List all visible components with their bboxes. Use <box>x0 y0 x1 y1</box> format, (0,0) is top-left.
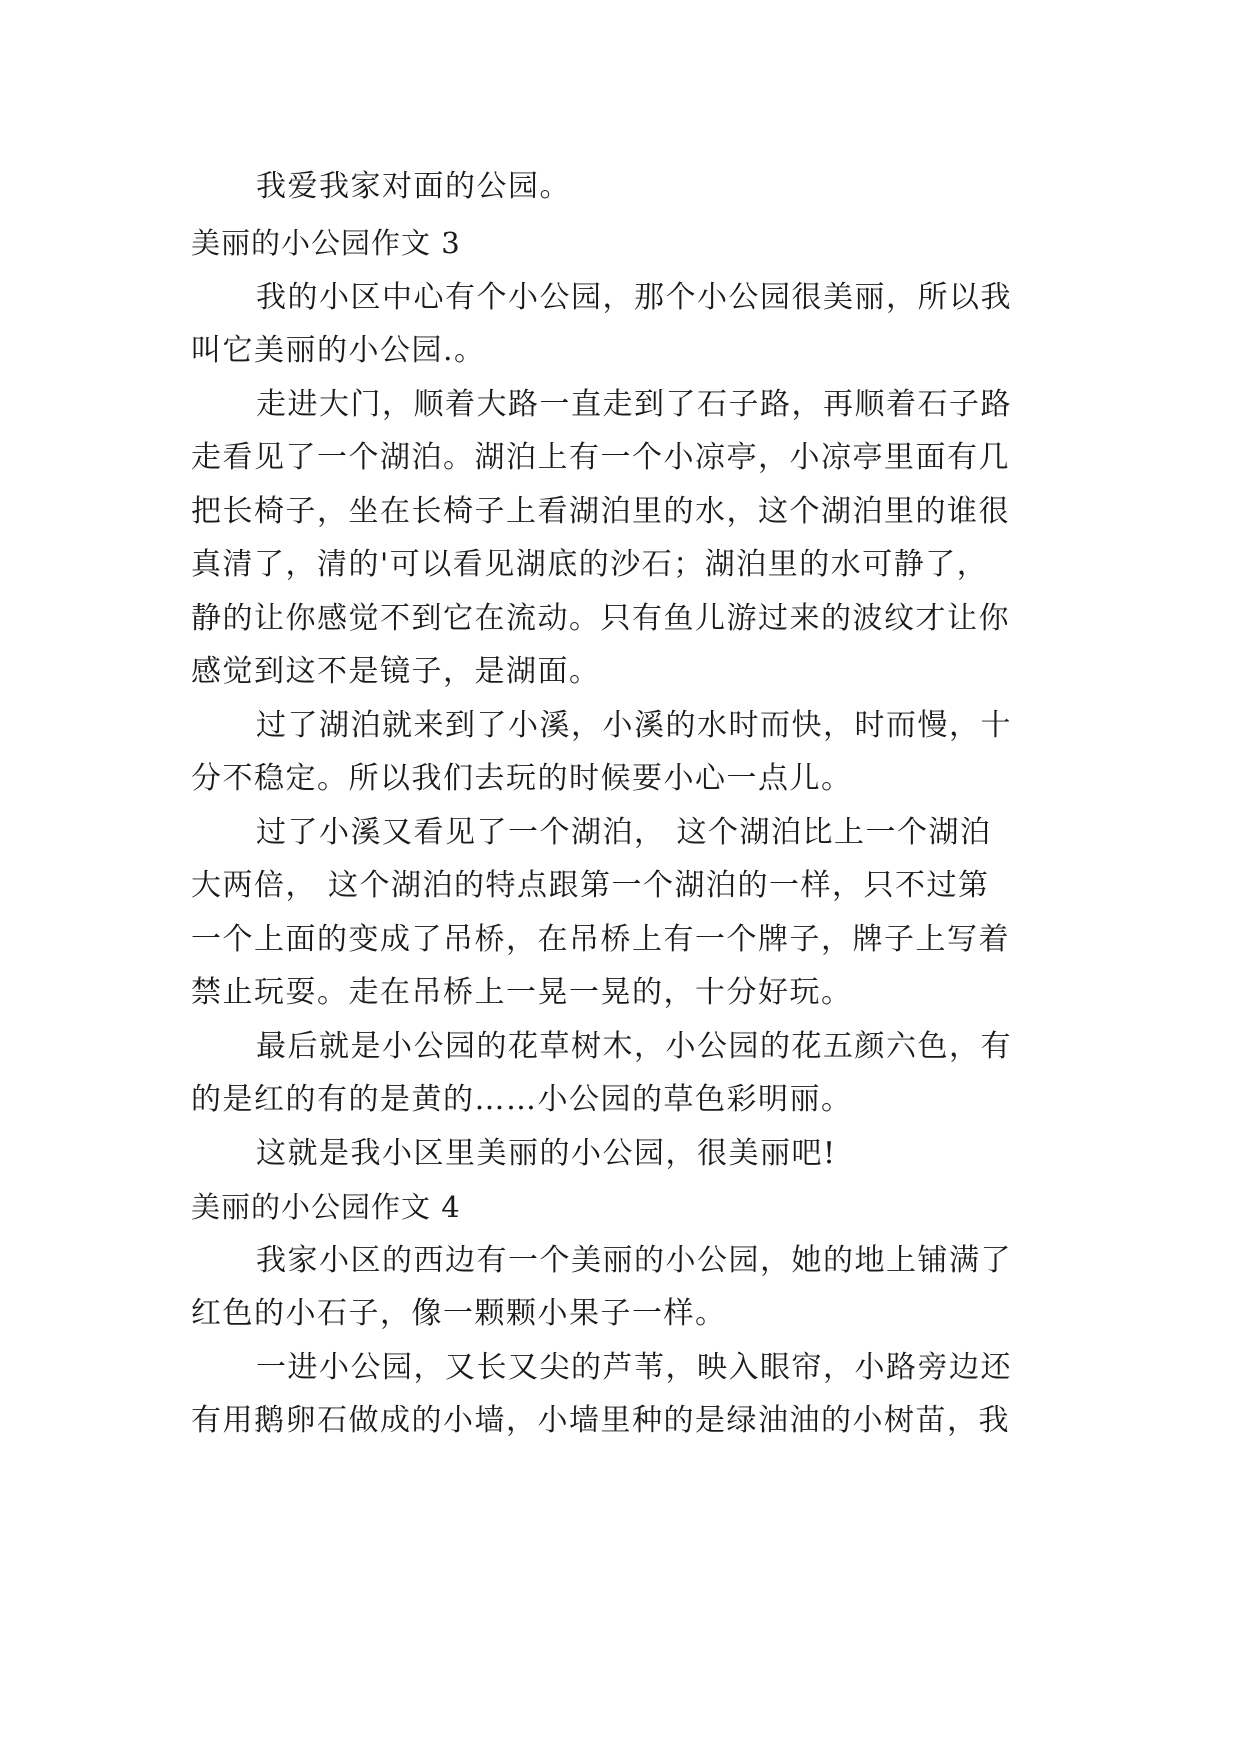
paragraph-line: 大两倍， 这个湖泊的特点跟第一个湖泊的一样，只不过第 <box>191 868 990 903</box>
paragraph-line: 有用鹅卵石做成的小墙，小墙里种的是绿油油的小树苗，我 <box>191 1403 1010 1438</box>
paragraph-line: 叫它美丽的小公园.。 <box>191 333 486 368</box>
paragraph-line: 我爱我家对面的公园。 <box>256 169 571 204</box>
paragraph-line: 一个上面的变成了吊桥，在吊桥上有一个牌子，牌子上写着 <box>191 922 1010 957</box>
paragraph-line: 把长椅子，坐在长椅子上看湖泊里的水，这个湖泊里的谁很 <box>191 494 1010 529</box>
paragraph-line: 一进小公园，又长又尖的芦苇，映入眼帘，小路旁边还 <box>256 1350 1012 1385</box>
paragraph-line: 走进大门，顺着大路一直走到了石子路，再顺着石子路 <box>256 387 1012 422</box>
paragraph-line: 红色的小石子，像一颗颗小果子一样。 <box>191 1296 727 1331</box>
paragraph-line: 分不稳定。所以我们去玩的时候要小心一点儿。 <box>191 761 853 796</box>
paragraph-line: 过了小溪又看见了一个湖泊， 这个湖泊比上一个湖泊 <box>256 815 992 850</box>
section-heading: 美丽的小公园作文 3 <box>191 226 461 260</box>
paragraph-line: 过了湖泊就来到了小溪，小溪的水时而快，时而慢，十 <box>256 708 1012 743</box>
paragraph-line: 真清了，清的'可以看见湖底的沙石；湖泊里的水可静了， <box>191 547 989 582</box>
paragraph-line: 静的让你感觉不到它在流动。只有鱼儿游过来的波纹才让你 <box>191 601 1010 636</box>
paragraph-line: 这就是我小区里美丽的小公园，很美丽吧! <box>256 1136 837 1171</box>
paragraph-line: 我家小区的西边有一个美丽的小公园，她的地上铺满了 <box>256 1243 1012 1278</box>
paragraph-line: 我的小区中心有个小公园，那个小公园很美丽，所以我 <box>256 280 1012 315</box>
paragraph-line: 最后就是小公园的花草树木，小公园的花五颜六色，有 <box>256 1029 1012 1064</box>
section-heading: 美丽的小公园作文 4 <box>191 1190 461 1224</box>
paragraph-line: 禁止玩耍。走在吊桥上一晃一晃的，十分好玩。 <box>191 975 853 1010</box>
paragraph-line: 的是红的有的是黄的……小公园的草色彩明丽。 <box>191 1082 853 1117</box>
paragraph-line: 走看见了一个湖泊。湖泊上有一个小凉亭，小凉亭里面有几 <box>191 440 1010 475</box>
paragraph-line: 感觉到这不是镜子，是湖面。 <box>191 654 601 689</box>
